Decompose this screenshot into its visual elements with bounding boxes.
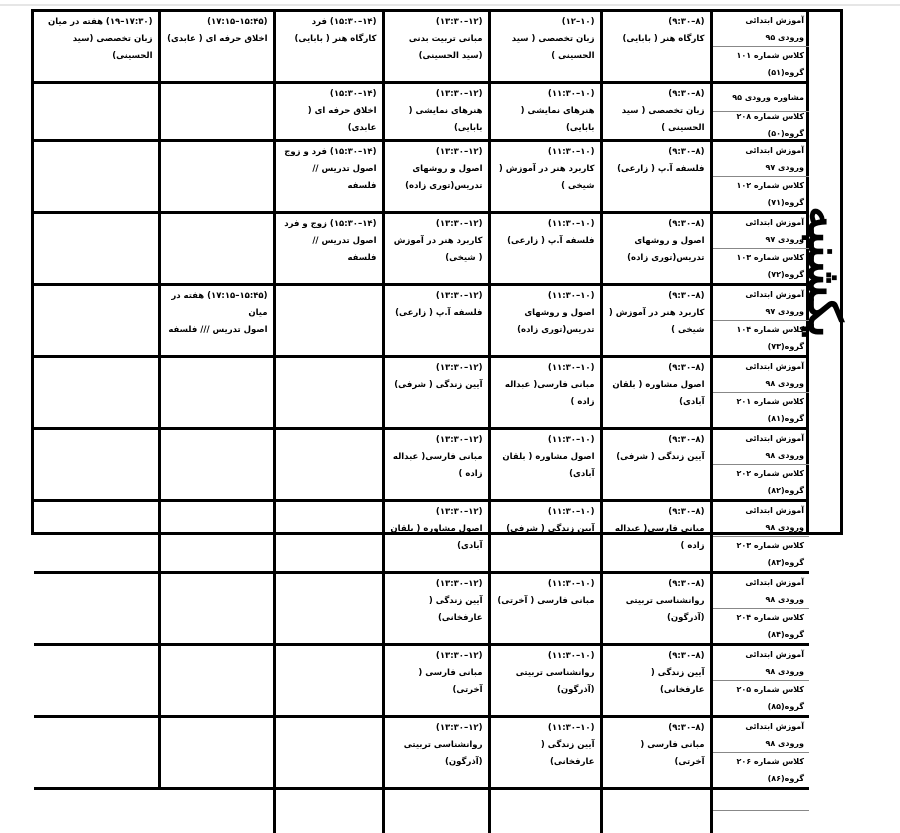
slot-time: (۱۰–۱۱:۳۰): [547, 89, 595, 99]
time-slot-cell: [601, 789, 711, 833]
class-group-cell: [711, 429, 809, 501]
schedule-row: [34, 573, 809, 645]
schedule-row: [34, 12, 809, 83]
schedule-table: [34, 12, 809, 833]
slot-course: کاربرد هنر در آموزش ( شیخی ): [608, 308, 705, 335]
time-slot-cell: [383, 83, 489, 141]
time-slot-cell: [34, 645, 159, 717]
time-slot-cell: [601, 645, 711, 717]
schedule-row: [34, 357, 809, 429]
slot-time: (۱۵:۴۵–۱۷:۱۵) هفته در میان: [171, 291, 268, 318]
cohort-label: آموزش ابتدائی ورودی ۹۵: [713, 12, 810, 47]
time-slot-cell: [159, 645, 274, 717]
slot-time: (۱۲–۱۳:۳۰): [435, 579, 483, 589]
slot-time: (۱۵:۴۵–۱۷:۱۵): [207, 17, 268, 27]
slot-time: (۱۰–۱۲): [561, 17, 595, 27]
slot-time: (۸–۹:۳۰): [668, 17, 705, 27]
class-group-cell: [711, 789, 809, 833]
time-slot-cell: [601, 501, 711, 573]
slot-time: (۱۷:۳۰–۱۹) هفته در میان: [47, 17, 153, 27]
time-slot-cell: [274, 429, 383, 501]
cohort-label: آموزش ابتدائی ورودی ۹۷: [713, 214, 810, 249]
slot-time: (۸–۹:۳۰): [668, 651, 705, 661]
time-slot-cell: [34, 501, 159, 573]
time-slot-cell: [383, 141, 489, 213]
time-slot-cell: [274, 83, 383, 141]
slot-time: (۸–۹:۳۰): [668, 363, 705, 373]
classroom-group-label: کلاس شماره ۱۰۲ گروه(۷۱): [736, 181, 804, 207]
slot-time: (۸–۹:۳۰): [668, 723, 705, 733]
time-slot-cell: [601, 141, 711, 213]
time-slot-cell: [159, 573, 274, 645]
slot-time: (۱۲–۱۳:۳۰): [435, 435, 483, 445]
time-slot-cell: [274, 357, 383, 429]
slot-time: (۱۲–۱۳:۳۰): [435, 219, 483, 229]
slot-course: اصول تدریس // فلسفه: [312, 236, 377, 263]
slot-course: مبانی تربیت بدنی (سید الحسینی): [408, 34, 483, 61]
slot-time: (۱۲–۱۳:۳۰): [435, 291, 483, 301]
slot-course: هنرهای نمایشی ( بابایی): [408, 106, 483, 133]
slot-time: (۱۴–۱۵:۳۰) زوج و فرد: [284, 219, 377, 229]
time-slot-cell: [34, 141, 159, 213]
slot-course: اصول مشاوره ( بلقان آبادی): [502, 452, 595, 479]
time-slot-cell: [34, 357, 159, 429]
slot-time: (۸–۹:۳۰): [668, 435, 705, 445]
slot-course: کارگاه هنر ( بابایی): [622, 34, 705, 44]
time-slot-cell: [383, 213, 489, 285]
time-slot-cell: [489, 285, 601, 357]
cohort-label: مشاوره ورودی ۹۵: [713, 84, 810, 112]
slot-time: (۸–۹:۳۰): [668, 147, 705, 157]
slot-course: فلسفه آ.پ ( زارعی): [507, 236, 595, 246]
time-slot-cell: [601, 12, 711, 83]
time-slot-cell: [489, 501, 601, 573]
slot-time: (۱۰–۱۱:۳۰): [547, 147, 595, 157]
slot-course: اصول و روشهای تدریس(توری زاده): [517, 308, 595, 335]
slot-time: (۱۲–۱۳:۳۰): [435, 363, 483, 373]
time-slot-cell: [34, 717, 159, 789]
time-slot-cell: [489, 83, 601, 141]
page-top-rule: [0, 4, 900, 6]
class-group-cell: [711, 645, 809, 717]
time-slot-cell: [383, 789, 489, 833]
slot-course: زبان تخصصی ( سید الحسینی ): [621, 106, 705, 133]
slot-course: آیین زندگی ( عارفخانی): [428, 596, 483, 623]
time-slot-cell: [601, 357, 711, 429]
slot-course: فلسفه آ.پ ( زارعی): [395, 308, 483, 318]
cohort-label: آموزش ابتدائی ورودی ۹۸: [713, 502, 810, 537]
time-slot-cell: [383, 645, 489, 717]
classroom-group-label: کلاس شماره ۲۰۳ گروه(۸۳): [736, 541, 804, 567]
slot-time: (۱۲–۱۳:۳۰): [435, 147, 483, 157]
slot-time: (۱۲–۱۳:۳۰): [435, 507, 483, 517]
time-slot-cell: [601, 429, 711, 501]
cohort-label: آموزش ابتدائی ورودی ۹۸: [713, 718, 810, 753]
time-slot-cell: [274, 573, 383, 645]
slot-course: مبانی فارسی ( آخرتی): [497, 596, 595, 606]
slot-course: کاربرد هنر در آموزش ( شیخی): [393, 236, 483, 263]
slot-time: (۱۰–۱۱:۳۰): [547, 651, 595, 661]
class-group-cell: [711, 83, 809, 141]
time-slot-cell: [274, 789, 383, 833]
time-slot-cell: [159, 357, 274, 429]
schedule-row: [34, 789, 809, 833]
slot-course: آیین زندگی ( عارفخانی): [650, 668, 705, 695]
time-slot-cell: [159, 717, 274, 789]
slot-course: اخلاق حرفه ای ( عابدی): [167, 34, 268, 44]
class-group-cell: [711, 501, 809, 573]
slot-time: (۱۰–۱۱:۳۰): [547, 723, 595, 733]
time-slot-cell: [383, 285, 489, 357]
time-slot-cell: [383, 573, 489, 645]
time-slot-cell: [601, 717, 711, 789]
time-slot-cell: [274, 213, 383, 285]
classroom-group-label: کلاس شماره ۲۰۶ گروه(۸۶): [736, 757, 804, 783]
slot-time: (۱۰–۱۱:۳۰): [547, 363, 595, 373]
cohort-label: آموزش ابتدائی ورودی ۹۸: [713, 574, 810, 609]
time-slot-cell: [34, 83, 159, 141]
time-slot-cell: [489, 141, 601, 213]
slot-course: زبان تخصصی (سید الحسینی): [72, 34, 153, 61]
slot-course: اخلاق حرفه ای ( عابدی): [307, 106, 377, 133]
classroom-group-label: کلاس شماره ۲۰۱ گروه(۸۱): [736, 397, 804, 423]
time-slot-cell: [383, 429, 489, 501]
time-slot-cell: [34, 213, 159, 285]
time-slot-cell: [489, 717, 601, 789]
slot-course: اصول تدریس // فلسفه: [312, 164, 377, 191]
day-label: یکشنبه: [797, 206, 852, 338]
time-slot-cell: [489, 789, 601, 833]
class-group-cell: [711, 285, 809, 357]
slot-time: (۱۰–۱۱:۳۰): [547, 291, 595, 301]
time-slot-cell: [601, 573, 711, 645]
time-slot-cell: [159, 429, 274, 501]
slot-time: (۸–۹:۳۰): [668, 89, 705, 99]
time-slot-cell: [159, 141, 274, 213]
slot-course: روانشناسی تربیتی (آذرگون): [625, 596, 705, 623]
time-slot-cell: [34, 285, 159, 357]
day-column: [797, 12, 852, 532]
class-group-cell: [711, 213, 809, 285]
time-slot-cell: [383, 12, 489, 83]
slot-course: زبان تخصصی ( سید الحسینی ): [511, 34, 595, 61]
class-group-cell: [711, 717, 809, 789]
slot-time: (۱۰–۱۱:۳۰): [547, 579, 595, 589]
classroom-group-label: [713, 811, 810, 832]
slot-time: (۸–۹:۳۰): [668, 291, 705, 301]
time-slot-cell: [34, 12, 159, 83]
time-slot-cell: [159, 213, 274, 285]
slot-time: (۸–۹:۳۰): [668, 579, 705, 589]
time-slot-cell: [489, 357, 601, 429]
class-group-cell: [711, 141, 809, 213]
slot-time: (۸–۹:۳۰): [668, 507, 705, 517]
slot-course: مبانی فارسی ( آخرتی): [418, 668, 483, 695]
slot-time: (۱۴–۱۵:۳۰) فرد: [311, 17, 377, 27]
cohort-label: آموزش ابتدائی ورودی ۹۸: [713, 430, 810, 465]
slot-course: اصول و روشهای تدریس(توری زاده): [405, 164, 483, 191]
schedule-row: [34, 141, 809, 213]
time-slot-cell: [274, 717, 383, 789]
time-slot-cell: [383, 717, 489, 789]
slot-time: (۱۰–۱۱:۳۰): [547, 507, 595, 517]
slot-time: (۱۲–۱۳:۳۰): [435, 723, 483, 733]
schedule-row: [34, 285, 809, 357]
time-slot-cell: [274, 141, 383, 213]
slot-course: کارگاه هنر ( بابایی): [294, 34, 377, 44]
slot-course: اصول تدریس /// فلسفه: [168, 325, 268, 335]
cohort-label: [713, 790, 810, 811]
time-slot-cell: [489, 213, 601, 285]
time-slot-cell: [383, 357, 489, 429]
time-slot-cell: [489, 12, 601, 83]
slot-time: (۸–۹:۳۰): [668, 219, 705, 229]
schedule-row: [34, 645, 809, 717]
slot-course: کاربرد هنر در آموزش ( شیخی ): [498, 164, 595, 191]
slot-course: مبانی فارسی( عبداله زاده ): [614, 524, 705, 551]
slot-time: (۱۴–۱۵:۳۰): [329, 89, 377, 99]
schedule-row: [34, 83, 809, 141]
class-group-cell: [711, 573, 809, 645]
slot-time: (۱۰–۱۱:۳۰): [547, 219, 595, 229]
classroom-group-label: کلاس شماره ۲۰۴ گروه(۸۴): [736, 613, 804, 639]
classroom-group-label: کلاس شماره ۱۰۳ گروه(۷۲): [736, 253, 804, 279]
slot-course: مبانی فارسی( عبداله زاده ): [504, 380, 595, 407]
time-slot-cell: [601, 213, 711, 285]
slot-course: آیین زندگی ( عارفخانی): [540, 740, 595, 767]
time-slot-cell: [489, 573, 601, 645]
time-slot-cell: [274, 12, 383, 83]
classroom-group-label: کلاس شماره ۱۰۴ گروه(۷۳): [736, 325, 804, 351]
slot-course: اصول مشاوره ( بلقان آبادی): [390, 524, 483, 551]
schedule-row: [34, 717, 809, 789]
schedule-row: [34, 429, 809, 501]
slot-course: روانشناسی تربیتی (آذرگون): [515, 668, 595, 695]
time-slot-cell: [159, 501, 274, 573]
slot-course: هنرهای نمایشی ( بابایی): [520, 106, 595, 133]
slot-course: اصول مشاوره ( بلقان آبادی): [612, 380, 705, 407]
slot-course: آیین زندگی ( شرفی): [616, 452, 705, 462]
classroom-group-label: کلاس شماره ۲۰۵ گروه(۸۵): [736, 685, 804, 711]
cohort-label: آموزش ابتدائی ورودی ۹۷: [713, 286, 810, 321]
slot-course: مبانی فارسی( عبداله زاده ): [392, 452, 483, 479]
classroom-group-label: کلاس شماره ۲۰۲ گروه(۸۲): [736, 469, 804, 495]
cohort-label: آموزش ابتدائی ورودی ۹۸: [713, 646, 810, 681]
schedule-row: [34, 213, 809, 285]
slot-time: (۱۴–۱۵:۳۰) فرد و زوج: [284, 147, 377, 157]
schedule-sheet: [31, 9, 852, 783]
time-slot-cell: [274, 501, 383, 573]
time-slot-cell: [159, 285, 274, 357]
time-slot-cell: [34, 429, 159, 501]
slot-time: (۱۲–۱۳:۳۰): [435, 89, 483, 99]
cohort-label: آموزش ابتدائی ورودی ۹۷: [713, 142, 810, 177]
slot-course: آیین زندگی ( شرفی): [506, 524, 595, 534]
classroom-group-label: کلاس شماره ۱۰۱ گروه(۵۱): [736, 51, 804, 77]
time-slot-cell: [34, 573, 159, 645]
time-slot-cell: [274, 285, 383, 357]
time-slot-cell: [489, 429, 601, 501]
time-slot-cell: [159, 12, 274, 83]
slot-course: فلسفه آ.پ ( زارعی): [617, 164, 705, 174]
time-slot-cell: [159, 83, 274, 141]
slot-course: مبانی فارسی ( آخرتی): [640, 740, 705, 767]
slot-course: اصول و روشهای تدریس(توری زاده): [627, 236, 705, 263]
slot-course: آیین زندگی ( شرفی): [394, 380, 483, 390]
class-group-cell: [711, 357, 809, 429]
time-slot-cell: [489, 645, 601, 717]
schedule-row: [34, 501, 809, 573]
cohort-label: آموزش ابتدائی ورودی ۹۸: [713, 358, 810, 393]
slot-time: (۱۰–۱۱:۳۰): [547, 435, 595, 445]
slot-time: (۱۲–۱۳:۳۰): [435, 17, 483, 27]
time-slot-cell: [383, 501, 489, 573]
time-slot-cell: [274, 645, 383, 717]
time-slot-cell: [601, 83, 711, 141]
classroom-group-label: کلاس شماره ۲۰۸ گروه(۵۰): [736, 112, 804, 139]
class-group-cell: [711, 12, 809, 83]
time-slot-cell: [34, 789, 274, 833]
slot-course: روانشناسی تربیتی (آذرگون): [403, 740, 483, 767]
slot-time: (۱۲–۱۳:۳۰): [435, 651, 483, 661]
time-slot-cell: [601, 285, 711, 357]
